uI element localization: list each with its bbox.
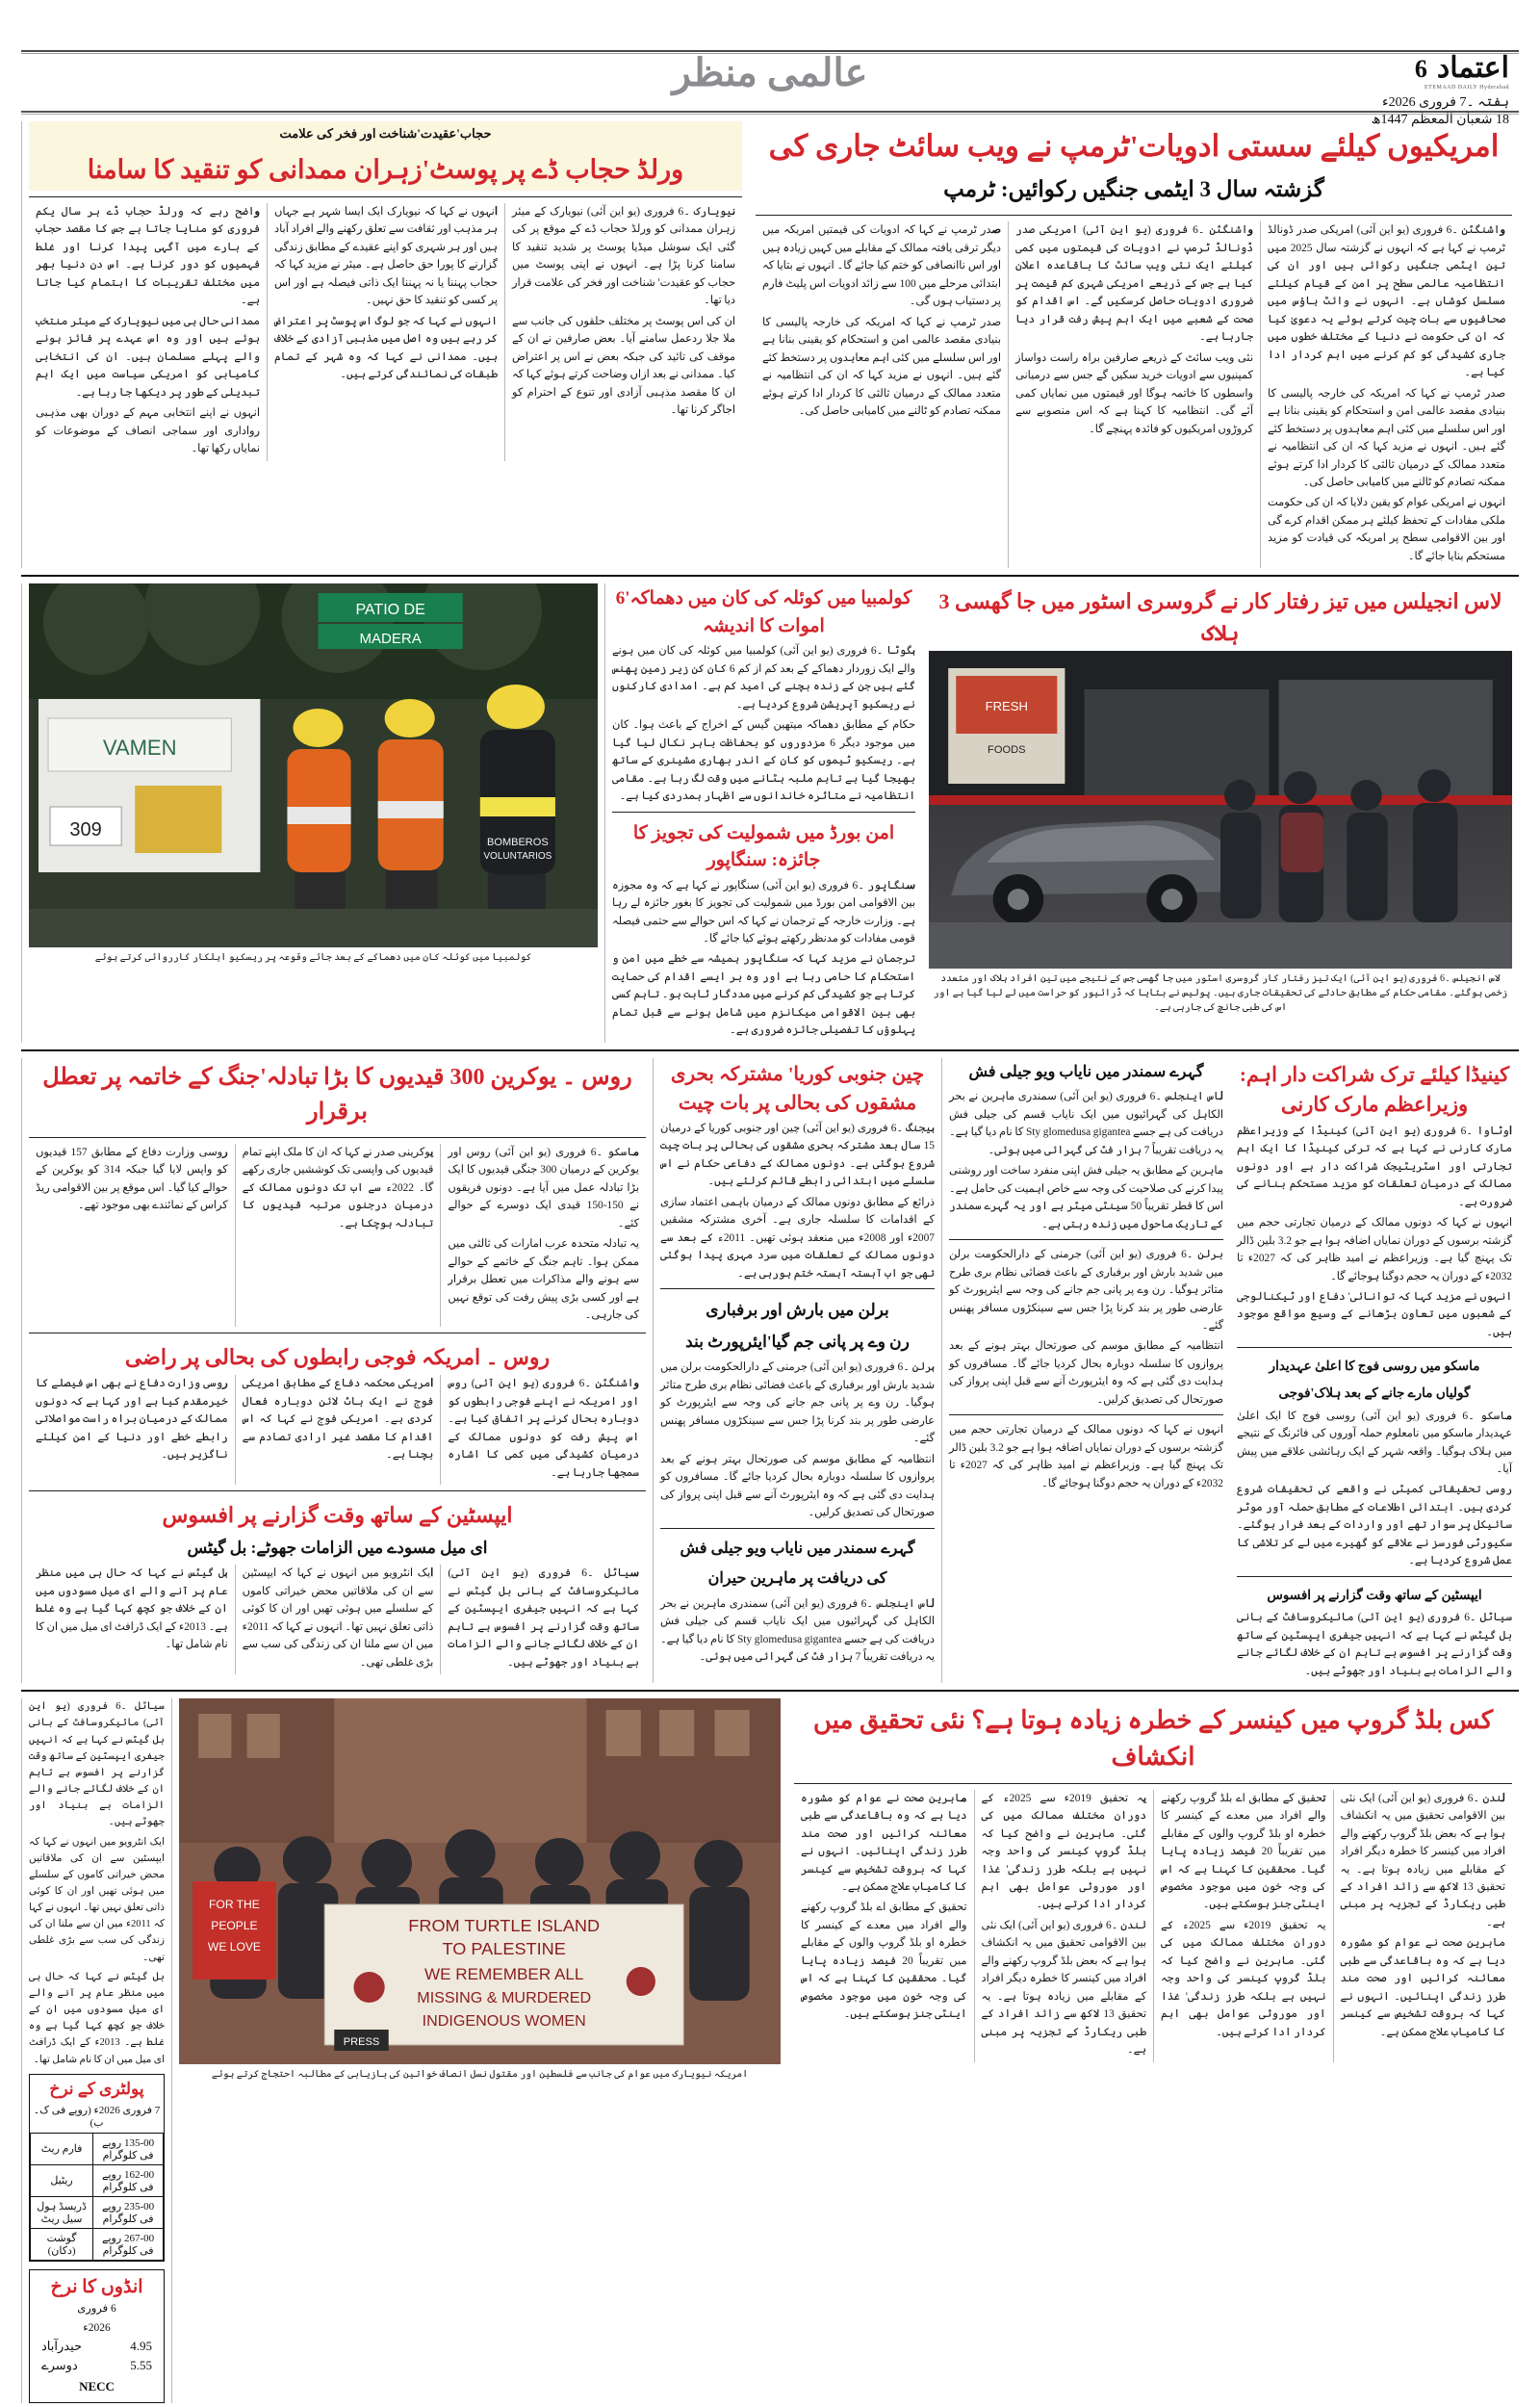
korea-headline: چین جنوبی کوریا' مشترکہ بحری مشقوں کی بحالی پر بات چیت xyxy=(670,1063,925,1114)
rate-value: 135-00 روپے فی کلوگرام xyxy=(93,2133,164,2164)
band-middle xyxy=(21,1058,1519,1684)
paragraph: انہوں نے اپنے انتخابی مہم کے دوران بھی مذہبی رواداری اور سماجی انصاف کے موضوعات کو نمایاں رکھا تھا۔ xyxy=(36,407,260,455)
page-title: عالمی منظر xyxy=(672,51,868,94)
colombia-photo-svg xyxy=(29,583,598,947)
paragraph: انہوں نے کہا کہ دونوں ممالک کے درمیان تجارتی حجم میں گزشتہ برسوں کے دوران نمایاں اضافہ ہوا ہے جو 3.2 بلین ڈالر تک پہنچ گیا ہے۔ وزیراعظم نے امید ظاہر کی کہ 2027ء تا 2032ء کے دوران یہ حجم دوگنا ہوجائے گا۔ xyxy=(1237,1217,1512,1282)
paragraph: انہوں نے کہا کہ دونوں ممالک کے درمیان تجارتی حجم میں گزشتہ برسوں کے دوران نمایاں اضافہ ہوا ہے جو 3.2 بلین ڈالر تک پہنچ گیا ہے۔ وزیراعظم نے امید ظاہر کی کہ 2027ء تا 2032ء کے دوران یہ حجم دوگنا ہوجائے گا۔ xyxy=(949,1424,1223,1489)
date-gregorian: ہفتہ ۔7 فروری 2026ء xyxy=(1381,95,1509,110)
egg-row-2-value: 5.55 xyxy=(130,2358,152,2373)
hijab-story xyxy=(21,121,749,568)
epstein-headline: ایپسٹین کے ساتھ وقت گزارنے پر افسوس xyxy=(162,1503,513,1528)
paragraph: بگوٹا ۔6 فروری (یو این آئی) کولمبیا میں کوئلہ کی کان میں ہونے والے ایک زوردار دھماکے کے بعد کم از کم 6 کان کن زیر زمین پھنس گئے ہیں جن کے زندہ بچنے کی امید کم ہے۔ امدادی کارکنوں نے ریسکیو آپریشن شروع کردیا ہے۔ xyxy=(612,645,916,711)
table-row xyxy=(31,2164,164,2196)
svg-text:VAMEN: VAMEN xyxy=(102,736,177,761)
paragraph: انہوں نے کہا کہ جو لوگ اس پوسٹ پر اعتراض کر رہے ہیں وہ اصل میں مذہبی آزادی کے خلاف ہیں۔ ممدانی نے کہا کہ وہ شہر کے تمام طبقات کی نمائندگی کرتے ہیں۔ xyxy=(274,315,498,381)
rate-value: 267-00 روپے فی کلوگرام xyxy=(93,2228,164,2260)
colombia-story xyxy=(604,583,922,1042)
paragraph: روسی تحقیقاتی کمیٹی نے واقعے کی تحقیقات شروع کردی ہیں۔ ابتدائی اطلاعات کے مطابق حملہ آور موٹر سائیکل پر سوار تھے اور واردات کے بعد فرار ہوگئے۔ سکیورٹی فورسز نے علاقے کو گھیرے میں لے کر تلاشی کا عمل شروع کردیا ہے۔ xyxy=(1237,1484,1512,1567)
egg-rates-date-2: 2026ء xyxy=(83,2321,111,2334)
paragraph: انہوں نے امریکی عوام کو یقین دلایا کہ ان کی حکومت ملکی مفادات کے تحفظ کیلئے ہر ممکن اقدام کرے گی اور بین الاقوامی سطح پر امریکہ کی قیادت کو مزید مستحکم بنایا جائے گا۔ xyxy=(1268,497,1505,562)
paragraph: ممدانی حال ہی میں نیویارک کے میئر منتخب ہوئے ہیں اور وہ اس عہدے پر فائز ہونے والے پہلے مسلمان ہیں۔ ان کی انتخابی کامیابی کو امریکی سیاست میں ایک اہم تبدیلی کے طور پر دیکھا جا رہا ہے۔ xyxy=(36,315,260,399)
rates-column xyxy=(21,1698,171,2403)
svg-text:MADERA: MADERA xyxy=(359,631,422,648)
svg-text:INDIGENOUS WOMEN: INDIGENOUS WOMEN xyxy=(422,2012,586,2031)
masthead-identity xyxy=(1220,54,1509,128)
hijab-kicker: حجاب'عقیدت'شناخت اور فخر کی علامت xyxy=(279,126,492,141)
paragraph: واشنگٹن ۔6 فروری (یو این آئی) امریکی صدر ڈونالڈ ٹرمپ نے ادویات کی قیمتوں میں کمی کیلئے ایک نئی ویب سائٹ کا باقاعدہ اعلان کیا ہے جس کے ذریعے امریکی شہری کم قیمت پر ضروری ادویات حاصل کرسکیں گے۔ اس اقدام کو صحت کے شعبے میں ایک اہم پیش رفت قرار دیا جارہا ہے۔ xyxy=(1015,224,1253,344)
paragraph: واشنگٹن ۔6 فروری (یو این آئی) روس اور امریکہ نے اپنے فوجی رابطوں کو دوبارہ بحال کرنے پر اتفاق کیا ہے۔ اس پیش رفت کو دونوں ممالک کے درمیان کشیدگی میں کمی کا اشارہ سمجھا جارہا ہے۔ xyxy=(448,1378,639,1479)
ukraine-headline: روس ۔ یوکرین 300 قیدیوں کا بڑا تبادلہ'جنگ کے خاتمہ پر تعطل برقرار xyxy=(42,1064,632,1125)
la-accident-photo xyxy=(929,651,1512,969)
egg-rates-box xyxy=(29,2269,165,2404)
paragraph: صدر ٹرمپ نے کہا کہ ادویات کی قیمتیں امریکہ میں دیگر ترقی یافتہ ممالک کے مقابلے میں کہیں زیادہ ہیں اور اس ناانصافی کو ختم کیا جائے گا۔ انہوں نے بتایا کہ ابتدائی مرحلے میں 100 سے زائد ادویات اس پلیٹ فارم پر دستیاب ہوں گی۔ xyxy=(762,224,1001,308)
svg-text:PRESS: PRESS xyxy=(343,2036,380,2049)
paragraph: بل گیٹس نے کہا کہ حال ہی میں منظر عام پر آنے والے ای میل مسودوں میں ان کے خلاف جو کچھ کہا گیا ہے وہ غلط ہے۔ 2013ء کے ایک ڈرافٹ ای میل میں ان کا نام شامل تھا۔ xyxy=(29,1971,165,2065)
palestine-protest-photo xyxy=(179,1698,781,2064)
paragraph: صدر ٹرمپ نے کہا کہ امریکہ کی خارجہ پالیسی کا بنیادی مقصد عالمی امن و استحکام کو یقینی بنانا ہے اور اس سلسلے میں کئی اہم معاہدوں پر دستخط کئے گئے ہیں۔ انہوں نے مزید کہا کہ ان کی انتظامیہ نے متعدد ممالک کے درمیان ثالثی کا کردار ادا کرتے ہوئے ممکنہ تصادم کو ٹالنے میں کامیابی حاصل کی۔ xyxy=(1268,387,1505,488)
moscow-subhead: گولیاں مارے جانے کے بعد ہلاک'فوجی xyxy=(1278,1385,1471,1400)
paragraph: نیویارک ۔6 فروری (یو این آئی) نیویارک کے میئر زہران ممدانی کو ورلڈ حجاب ڈے کے موقع پر کی گئی ایک سوشل میڈیا پوسٹ پر شدید تنقید کا سامنا کرنا پڑا ہے۔ انہوں نے اپنی پوسٹ میں حجاب کو عقیدت' شناخت اور فخر کی علامت قرار دیا تھا۔ xyxy=(512,205,735,307)
paragraph: سیاٹل ۔6 فروری (یو این آئی) مائیکروسافٹ کے بانی بل گیٹس نے کہا ہے کہ انہیں جیفری ایپسٹین کے ساتھ وقت گزارنے پر افسوس ہے تاہم ان کے خلاف لگائے جانے والے الزامات بے بنیاد اور جھوٹے ہیں۔ xyxy=(1237,1612,1512,1677)
colombia-photo-block xyxy=(21,583,604,1042)
lead-left-story xyxy=(749,121,1519,568)
svg-text:FOR THE: FOR THE xyxy=(209,1898,260,1912)
svg-text:WE REMEMBER ALL: WE REMEMBER ALL xyxy=(424,1965,584,1984)
la-photo-caption: لاس انجیلس ۔6 فروری (یو این آئی) ایک تیز رفتار کار گروسری اسٹور میں جا گھسی جس کے نتیجے میں تین افراد ہلاک اور متعدد زخمی ہوگئے۔ مقامی حکام کے مطابق حادثے کی تحقیقات جاری ہیں۔ پولیس نے بتایا کہ ڈرائیور کو حراست میں لے لیا گیا ہے اور اس کی طبی جانچ کی جارہی ہے۔ xyxy=(933,973,1508,1014)
svg-text:FRESH: FRESH xyxy=(985,699,1029,714)
epstein-subhead: ای میل مسودے میں الزامات جھوٹے: بل گیٹس xyxy=(187,1539,488,1558)
canada-story xyxy=(1230,1058,1519,1684)
rate-value: 162-00 روپے فی کلوگرام xyxy=(93,2164,164,2196)
table-row xyxy=(31,2133,164,2164)
paragraph: ایک انٹرویو میں انہوں نے کہا کہ ایپسٹین سے ان کی ملاقاتیں محض خیراتی کاموں کے سلسلے میں ہوئی تھیں اور ان کا کوئی ذاتی تعلق نہیں تھا۔ انہوں نے کہا کہ 2011ء میں ان سے ملنا ان کی زندگی کی سب سے بڑی غلطی تھی۔ xyxy=(29,1836,165,1963)
la-headline: لاس انجیلس میں تیز رفتار کار نے گروسری اسٹور میں جا گھسی 3 ہلاک xyxy=(938,589,1502,646)
paragraph: یہ تحقیق 2019ء سے 2025ء کے دوران مختلف ممالک میں کی گئی۔ ماہرین نے واضح کیا کہ بلڈ گروپ کینسر کی واحد وجہ نہیں ہے بلکہ طرز زندگی' غذا اور موروثی عوامل بھی اہم کردار ادا کرتے ہیں۔ xyxy=(1161,1919,1326,2038)
paragraph: ماسکو ۔6 فروری (یو این آئی) روس اور یوکرین کے درمیان 300 جنگی قیدیوں کا ایک بڑا تبادلہ عمل میں آیا ہے۔ دونوں فریقوں نے 150-150 قیدی ایک دوسرے کے حوالے کئے۔ xyxy=(448,1146,640,1229)
egg-rates-title: انڈوں کا نرخ xyxy=(50,2276,143,2297)
svg-text:BOMBEROS: BOMBEROS xyxy=(487,837,549,849)
ukraine-block xyxy=(21,1058,653,1684)
rate-item: گوشت (دکان) xyxy=(31,2228,93,2260)
band-lead xyxy=(21,121,1519,568)
epstein-mini-head: ایپسٹین کے ساتھ وقت گزارنے پر افسوس xyxy=(1267,1587,1482,1602)
paragraph: یہ تحقیق 2019ء سے 2025ء کے دوران مختلف ممالک میں کی گئی۔ ماہرین نے واضح کیا کہ بلڈ گروپ کینسر کی واحد وجہ نہیں ہے بلکہ طرز زندگی' غذا اور موروثی عوامل بھی اہم کردار ادا کرتے ہیں۔ xyxy=(981,1792,1146,1911)
jellyfish-subhead: کی دریافت پر ماہرین حیران xyxy=(707,1570,887,1588)
svg-text:VOLUNTARIOS: VOLUNTARIOS xyxy=(483,851,552,863)
berlin-story xyxy=(941,1058,1230,1684)
egg-source: NECC xyxy=(79,2379,115,2394)
svg-text:FROM TURTLE ISLAND: FROM TURTLE ISLAND xyxy=(408,1916,601,1936)
hijab-headline: ورلڈ حجاب ڈے پر پوسٹ'زہران ممدانی کو تنقید کا سامنا xyxy=(87,154,684,184)
paragraph: سنگاپور ۔6 فروری (یو این آئی) سنگاپور نے کہا ہے کہ وہ مجوزہ بین الاقوامی امن بورڈ میں شمولیت کی تجویز کا بغور جائزہ لے رہا ہے۔ وزارت خارجہ کے ترجمان نے کہا کہ اس حوالے سے حتمی فیصلہ قومی مفادات کو مدنظر رکھتے ہوئے کیا جائے گا۔ xyxy=(612,879,915,945)
paragraph: یوکرینی صدر نے کہا کہ ان کا ملک اپنے تمام قیدیوں کی واپسی تک کوششیں جاری رکھے گا۔ 2022ء سے اب تک دونوں ممالک کے درمیان درجنوں مرتبہ قیدیوں کا تبادلہ ہوچکا ہے۔ xyxy=(242,1146,434,1229)
paragraph: روسی وزارت دفاع کے مطابق 157 قیدیوں کو واپس لایا گیا جبکہ 314 کو یوکرین کے حوالے کیا گیا۔ اس موقع پر بین الاقوامی ریڈ کراس کے نمائندے بھی موجود تھے۔ xyxy=(36,1146,228,1212)
paragraph: سیاٹل ۔6 فروری (یو این آئی) مائیکروسافٹ کے بانی بل گیٹس نے کہا ہے کہ انہیں جیفری ایپسٹین کے ساتھ وقت گزارنے پر افسوس ہے تاہم ان کے خلاف لگائے جانے والے الزامات بے بنیاد اور جھوٹے ہیں۔ xyxy=(29,1701,166,1828)
poultry-rates-table xyxy=(30,2133,164,2261)
korea-story xyxy=(653,1058,941,1684)
svg-text:PEOPLE: PEOPLE xyxy=(211,1919,258,1933)
paragraph: انتظامیہ کے مطابق موسم کی صورتحال بہتر ہونے کے بعد پروازوں کا سلسلہ دوبارہ بحال کردیا جائے گا۔ مسافروں کو ہدایت دی گئی ہے کہ وہ ایئرپورٹ آنے سے قبل اپنی پرواز کی صورتحال کی تصدیق کرلیں۔ xyxy=(949,1340,1223,1406)
paragraph: ماہرین کے مطابق یہ جیلی فش اپنی منفرد ساخت اور روشنی پیدا کرنے کی صلاحیت کی وجہ سے خاص اہمیت کی حامل ہے۔ اس کا قطر تقریباً 50 سینٹی میٹر ہے اور یہ گہرے سمندر کے تاریک ماحول میں زندہ رہتی ہے۔ xyxy=(949,1165,1223,1230)
egg-row-2-label: دوسرے xyxy=(41,2358,78,2373)
jellyfish-headline: گہرے سمندر میں نایاب ویو جیلی فش xyxy=(680,1540,915,1557)
paragraph: برلن ۔6 فروری (یو این آئی) جرمنی کے دارالحکومت برلن میں شدید بارش اور برفباری کے باعث فضائی نظام بری طرح متاثر ہوگیا۔ رن وے پر پانی جم جانے کی وجہ سے ایئرپورٹ کو عارضی طور پر بند کرنا پڑا جس سے سینکڑوں مسافر پھنس گئے۔ xyxy=(660,1361,935,1445)
la-story xyxy=(922,583,1519,1042)
svg-text:FOODS: FOODS xyxy=(988,744,1026,757)
date-hijri: 18 شعبان المعظم 1447ھ xyxy=(1371,113,1509,127)
table-row xyxy=(31,2196,164,2228)
masthead xyxy=(21,0,1519,127)
rate-value: 235-00 روپے فی کلوگرام xyxy=(93,2196,164,2228)
la-photo-svg xyxy=(929,651,1512,969)
svg-text:PATIO DE: PATIO DE xyxy=(355,602,425,619)
blood-story xyxy=(787,1698,1519,2403)
paper-subtitle: ETEMAAD DAILY Hyderabad xyxy=(1424,85,1509,91)
svg-text:309: 309 xyxy=(69,819,102,841)
paragraph: لاس اینجلس ۔6 فروری (یو این آئی) سمندری ماہرین نے بحر الکاہل کی گہرائیوں میں ایک نایاب قسم کی جیلی فش دریافت کی ہے جسے Sty glomedusa gigantea کا نام دیا گیا ہے۔ یہ دریافت تقریباً 7 ہزار فٹ کی گہرائی میں ہوئی۔ xyxy=(660,1597,935,1664)
paragraph: یہ تبادلہ متحدہ عرب امارات کی ثالثی میں ممکن ہوا۔ تاہم جنگ کے خاتمے کے حوالے سے ہونے والے مذاکرات میں تعطل برقرار ہے اور کسی بڑی پیش رفت کی توقع نہیں کی جارہی۔ xyxy=(448,1238,639,1321)
paragraph: حکام کے مطابق دھماکہ میتھین گیس کے اخراج کے باعث ہوا۔ کان میں موجود دیگر 6 مزدوروں کو بحفاظت باہر نکال لیا گیا ہے۔ ریسکیو ٹیموں کو کان کے اندر بھاری مشینری کے ساتھ بھیجا گیا ہے تاہم ملبہ ہٹانے میں وقت لگ رہا ہے۔ مقامی انتظامیہ نے متاثرہ خاندانوں سے اظہار ہمدردی کیا ہے۔ xyxy=(612,719,915,803)
moscow-headline: ماسکو میں روسی فوج کا اعلیٰ عہدیدار xyxy=(1269,1359,1480,1374)
rate-item: ریٹیل xyxy=(31,2164,93,2196)
paragraph: بیجنگ ۔6 فروری (یو این آئی) چین اور جنوبی کوریا کے درمیان 15 سال بعد مشترکہ بحری مشقوں کی بحالی پر بات چیت شروع ہوگئی ہے۔ دونوں ممالک کے دفاعی حکام نے اس سلسلے میں ابتدائی رابطے قائم کرلئے ہیں۔ xyxy=(660,1122,936,1188)
paragraph: سیاٹل ۔6 فروری (یو این آئی) مائیکروسافٹ کے بانی بل گیٹس نے کہا ہے کہ انہیں جیفری ایپسٹین کے ساتھ وقت گزارنے پر افسوس ہے تاہم ان کے خلاف لگائے جانے والے الزامات بے بنیاد اور جھوٹے ہیں۔ xyxy=(448,1567,639,1669)
band-bottom xyxy=(21,1698,1519,2403)
berlin-subhead: رن وے پر پانی جم گیا'ایئرپورٹ بند xyxy=(685,1333,910,1352)
paper-logo: اعتماد xyxy=(1436,52,1509,84)
paragraph: روسی وزارت دفاع نے بھی اس فیصلے کا خیرمقدم کیا ہے اور کہا ہے کہ دونوں ممالک کے درمیان براہ راست مواصلاتی رابطے خطے اور دنیا کے امن کیلئے ناگزیر ہیں۔ xyxy=(36,1378,228,1462)
colombia-rescue-photo xyxy=(29,583,598,947)
paragraph: واشنگٹن ۔6 فروری (یو این آئی) امریکی صدر ڈونالڈ ٹرمپ نے کہا ہے کہ انہوں نے گزشتہ سال 2025 میں تین ایٹمی جنگیں رکوائی ہیں اور ان کی انتظامیہ عالمی سطح پر امن کے قیام کیلئے مسلسل کوشاں ہے۔ انہوں نے وائٹ ہاؤس میں صحافیوں سے بات چیت کرتے ہوئے یہ دعویٰ کیا کہ ان کی حکومت نے دنیا کے مختلف خطوں میں جاری کشیدگی کو کم کرنے میں اہم کردار ادا کیا ہے۔ xyxy=(1268,224,1505,379)
berlin-headline: برلن میں بارش اور برفباری xyxy=(706,1301,889,1319)
paragraph: ان کی اس پوسٹ پر مختلف حلقوں کی جانب سے ملا جلا ردعمل سامنے آیا۔ بعض صارفین نے ان کے موقف کی تائید کی جبکہ بعض نے اس پر اعتراض کیا۔ ممدانی نے بعد ازاں وضاحت کرتے ہوئے کہا کہ ان کا مقصد مذہبی آزادی اور تنوع کے احترام کو اجاگر کرنا تھا۔ xyxy=(512,315,735,417)
berlin-mini-head: گہرے سمندر میں نایاب ویو جیلی فش xyxy=(968,1063,1204,1080)
paragraph: انہوں نے کہا کہ نیویارک ایک ایسا شہر ہے جہاں ہر مذہب اور ثقافت سے تعلق رکھنے والے افراد آباد ہیں اور ہر شہری کو اپنے عقیدے کے مطابق زندگی گزارنے کا پورا حق حاصل ہے۔ میئر نے مزید کہا کہ حجاب پہننا یا نہ پہننا ایک ذاتی فیصلہ ہے اور اس پر کسی کو تنقید کا حق نہیں۔ xyxy=(274,205,498,307)
palestine-photo-block xyxy=(171,1698,787,2403)
canada-headline: کینیڈا کیلئے ترک شراکت دار اہم: وزیراعظم مارک کارنی xyxy=(1239,1062,1510,1117)
table-row xyxy=(31,2228,164,2260)
paragraph: واضح رہے کہ ورلڈ حجاب ڈے ہر سال یکم فروری کو منایا جاتا ہے جس کا مقصد حجاب کے بارے میں آگہی پیدا کرنا اور غلط فہمیوں کو دور کرنا ہے۔ اس دن دنیا بھر میں مختلف تقریبات کا اہتمام کیا جاتا ہے۔ xyxy=(36,205,260,307)
russia-us-headline: روس ۔ امریکہ فوجی رابطوں کی بحالی پر راضی xyxy=(124,1345,551,1370)
paragraph: ماسکو ۔6 فروری (یو این آئی) روسی فوج کا ایک اعلیٰ عہدیدار ماسکو میں نامعلوم حملہ آوروں کی فائرنگ کے نتیجے میں ہلاک ہوگیا۔ واقعہ شہر کے ایک رہائشی علاقے میں پیش آیا۔ xyxy=(1237,1410,1512,1475)
paragraph: لندن ۔6 فروری (یو این آئی) ایک نئی بین الاقوامی تحقیق میں یہ انکشاف ہوا ہے کہ بعض بلڈ گروپ رکھنے والے افراد میں کینسر کا خطرہ دیگر افراد کے مقابلے میں زیادہ ہوتا ہے۔ یہ تحقیق 13 لاکھ سے زائد افراد کے طبی ریکارڈ کے تجزیہ پر مبنی ہے۔ xyxy=(1340,1792,1505,1928)
paragraph: امریکی محکمہ دفاع کے مطابق امریکی فوج نے ایک ہاٹ لائن دوبارہ فعال کردی ہے۔ امریکی فوج نے کہا کہ اس اقدام کا مقصد غیر ارادی تصادم سے بچنا ہے۔ xyxy=(242,1378,434,1462)
paragraph: بل گیٹس نے کہا کہ حال ہی میں منظر عام پر آنے والے ای میل مسودوں میں ان کے خلاف جو کچھ کہا گیا ہے وہ غلط ہے۔ 2013ء کے ایک ڈرافٹ ای میل میں ان کا نام شامل تھا۔ xyxy=(36,1567,228,1651)
paragraph: ذرائع کے مطابق دونوں ممالک کے درمیان باہمی اعتماد سازی کے اقدامات کا سلسلہ جاری ہے۔ آخری مشترکہ مشقیں 2007ء اور 2008ء میں منعقد ہوئی تھیں۔ 2011ء کے بعد سے دونوں ممالک کے تعلقات میں سرد مہری پیدا ہوگئی تھی جو اب آہستہ آہستہ ختم ہورہی ہے۔ xyxy=(660,1196,935,1280)
egg-row-1 xyxy=(34,2337,160,2356)
egg-row-1-label: حیدرآباد xyxy=(41,2339,83,2354)
colombia-headline: کولمبیا میں کوئلہ کی کان میں دھماکہ'6 اموات کا اندیشہ xyxy=(615,588,912,636)
lead-left-headline: امریکیوں کیلئے سستی ادویات'ٹرمپ نے ویب سائٹ جاری کی xyxy=(768,129,1500,163)
paragraph: انتظامیہ کے مطابق موسم کی صورتحال بہتر ہونے کے بعد پروازوں کا سلسلہ دوبارہ بحال کردیا جائے گا۔ مسافروں کو ہدایت دی گئی ہے کہ وہ ایئرپورٹ آنے سے قبل اپنی پرواز کی صورتحال کی تصدیق کرلیں۔ xyxy=(660,1453,935,1519)
page-number: 6 xyxy=(1414,55,1427,83)
egg-row-1-value: 4.95 xyxy=(130,2339,152,2354)
paragraph: تحقیق کے مطابق اے بلڈ گروپ رکھنے والے افراد میں معدے کے کینسر کا خطرہ او بلڈ گروپ والوں کے مقابلے میں تقریباً 20 فیصد زیادہ پایا گیا۔ محققین کا کہنا ہے کہ اس کی وجہ خون میں موجود مخصوص اینٹی جنز ہوسکتے ہیں۔ xyxy=(801,1902,967,2021)
egg-row-2 xyxy=(34,2356,160,2375)
paragraph: لاس اینجلس ۔6 فروری (یو این آئی) سمندری ماہرین نے بحر الکاہل کی گہرائیوں میں ایک نایاب قسم کی جیلی فش دریافت کی ہے جسے Sty glomedusa gigantea کا نام دیا گیا ہے۔ یہ دریافت تقریباً 7 ہزار فٹ کی گہرائی میں ہوئی۔ xyxy=(949,1091,1223,1156)
paragraph: ماہرین صحت نے عوام کو مشورہ دیا ہے کہ وہ باقاعدگی سے طبی معائنہ کرائیں اور صحت مند طرز زندگی اپنائیں۔ انہوں نے کہا کہ بروقت تشخیص سے کینسر کا کامیاب علاج ممکن ہے۔ xyxy=(1340,1937,1505,2038)
rate-item: فارم ریٹ xyxy=(31,2133,93,2164)
paragraph: برلن ۔6 فروری (یو این آئی) جرمنی کے دارالحکومت برلن میں شدید بارش اور برفباری کے باعث فضائی نظام بری طرح متاثر ہوگیا۔ رن وے پر پانی جم جانے کی وجہ سے ایئرپورٹ کو عارضی طور پر بند کرنا پڑا جس سے سینکڑوں مسافر پھنس گئے۔ xyxy=(949,1249,1223,1332)
paragraph: نئی ویب سائٹ کے ذریعے صارفین براہ راست دواساز کمپنیوں سے ادویات خرید سکیں گے جس سے درمیانی واسطوں کا خاتمہ ہوگا اور قیمتوں میں نمایاں کمی آئے گی۔ انتظامیہ کا کہنا ہے کہ اس منصوبے سے کروڑوں امریکیوں کو فائدہ پہنچے گا۔ xyxy=(1015,351,1253,435)
paragraph: اوٹاوا ۔6 فروری (یو این آئی) کینیڈا کے وزیراعظم مارک کارنی نے کہا ہے کہ ترکی کینیڈا کا ایک اہم تجارتی اور اسٹریٹیجک شراکت دار ہے اور دونوں ممالک کے درمیان تعلقات کو مزید مستحکم بنانے کی ضرورت ہے۔ xyxy=(1237,1125,1512,1208)
masthead-bottom-rule xyxy=(21,111,1519,115)
paragraph: تحقیق کے مطابق اے بلڈ گروپ رکھنے والے افراد میں معدے کے کینسر کا خطرہ او بلڈ گروپ والوں کے مقابلے میں تقریباً 20 فیصد زیادہ پایا گیا۔ محققین کا کہنا ہے کہ اس کی وجہ خون میں موجود مخصوص اینٹی جنز ہوسکتے ہیں۔ xyxy=(1161,1792,1326,1911)
egg-rates-date-1: 6 فروری xyxy=(77,2302,116,2315)
blood-headline: کس بلڈ گروپ میں کینسر کے خطرہ زیادہ ہوتا ہے؟ نئی تحقیق میں انکشاف xyxy=(812,1706,1494,1771)
svg-text:WE LOVE: WE LOVE xyxy=(207,1940,261,1954)
paragraph: ترجمان نے مزید کہا کہ سنگاپور ہمیشہ سے خطے میں امن و استحکام کا حامی رہا ہے اور وہ ہر ایسے اقدام کی حمایت کرتا ہے جو کشیدگی کم کرنے میں مددگار ثابت ہو۔ تاہم کسی بھی بین الاقوامی میکانزم میں شامل ہونے سے قبل تمام پہلوؤں کا تفصیلی جائزہ ضروری ہے۔ xyxy=(611,953,915,1037)
poultry-rates-date: 7 فروری 2026ء (روپے فی ک۔ب) xyxy=(33,2104,161,2129)
paragraph: لندن ۔6 فروری (یو این آئی) ایک نئی بین الاقوامی تحقیق میں یہ انکشاف ہوا ہے کہ بعض بلڈ گروپ رکھنے والے افراد میں کینسر کا خطرہ دیگر افراد کے مقابلے میں زیادہ ہوتا ہے۔ یہ تحقیق 13 لاکھ سے زائد افراد کے طبی ریکارڈ کے تجزیہ پر مبنی ہے۔ xyxy=(981,1919,1146,2057)
svg-text:TO PALESTINE: TO PALESTINE xyxy=(442,1939,566,1959)
colombia-photo-caption: کولمبیا میں کوئلہ کان میں دھماکے کے بعد جائے وقوعہ پر ریسکیو اہلکار کارروائی کرتے ہوئے xyxy=(94,952,532,964)
svg-text:MISSING & MURDERED: MISSING & MURDERED xyxy=(417,1989,592,2007)
poultry-rates-title: پولٹری کے نرخ xyxy=(49,2079,144,2098)
paragraph: ماہرین صحت نے عوام کو مشورہ دیا ہے کہ وہ باقاعدگی سے طبی معائنہ کرائیں اور صحت مند طرز زندگی اپنائیں۔ انہوں نے کہا کہ بروقت تشخیص سے کینسر کا کامیاب علاج ممکن ہے۔ xyxy=(801,1792,967,1893)
rate-item: ڈریسڈ ہول سیل ریٹ xyxy=(31,2196,93,2228)
paragraph: صدر ٹرمپ نے کہا کہ امریکہ کی خارجہ پالیسی کا بنیادی مقصد عالمی امن و استحکام کو یقینی بنانا ہے اور اس سلسلے میں کئی اہم معاہدوں پر دستخط کئے گئے ہیں۔ انہوں نے مزید کہا کہ ان کی انتظامیہ نے متعدد ممالک کے درمیان ثالثی کا کردار ادا کرتے ہوئے ممکنہ تصادم کو ٹالنے میں کامیابی حاصل کی۔ xyxy=(762,316,1001,418)
poultry-rates-box xyxy=(29,2074,165,2262)
palestine-photo-svg xyxy=(179,1698,781,2064)
palestine-photo-caption: امریکہ نیویارک میں عوام کی جانب سے فلسطین اور مقتول نسل انصاف خواتین کی بازیابی کے مطالبہ احتجاج کرتے ہوئے xyxy=(211,2069,749,2081)
singapore-headline: امن بورڈ میں شمولیت کی تجویز کا جائزہ: سنگاپور xyxy=(632,822,895,871)
paragraph: ایک انٹرویو میں انہوں نے کہا کہ ایپسٹین سے ان کی ملاقاتیں محض خیراتی کاموں کے سلسلے میں ہوئی تھیں اور ان کا کوئی ذاتی تعلق نہیں تھا۔ انہوں نے کہا کہ 2011ء میں ان سے ملنا ان کی زندگی کی سب سے بڑی غلطی تھی۔ xyxy=(242,1567,434,1669)
lead-left-subhead: گزشتہ سال 3 ایٹمی جنگیں رکوائیں: ٹرمپ xyxy=(943,176,1324,201)
paragraph: انہوں نے مزید کہا کہ توانائی' دفاع اور ٹیکنالوجی کے شعبوں میں تعاون بڑھانے کے وسیع مواقع موجود ہیں۔ xyxy=(1237,1291,1512,1338)
band-photos xyxy=(21,583,1519,1042)
